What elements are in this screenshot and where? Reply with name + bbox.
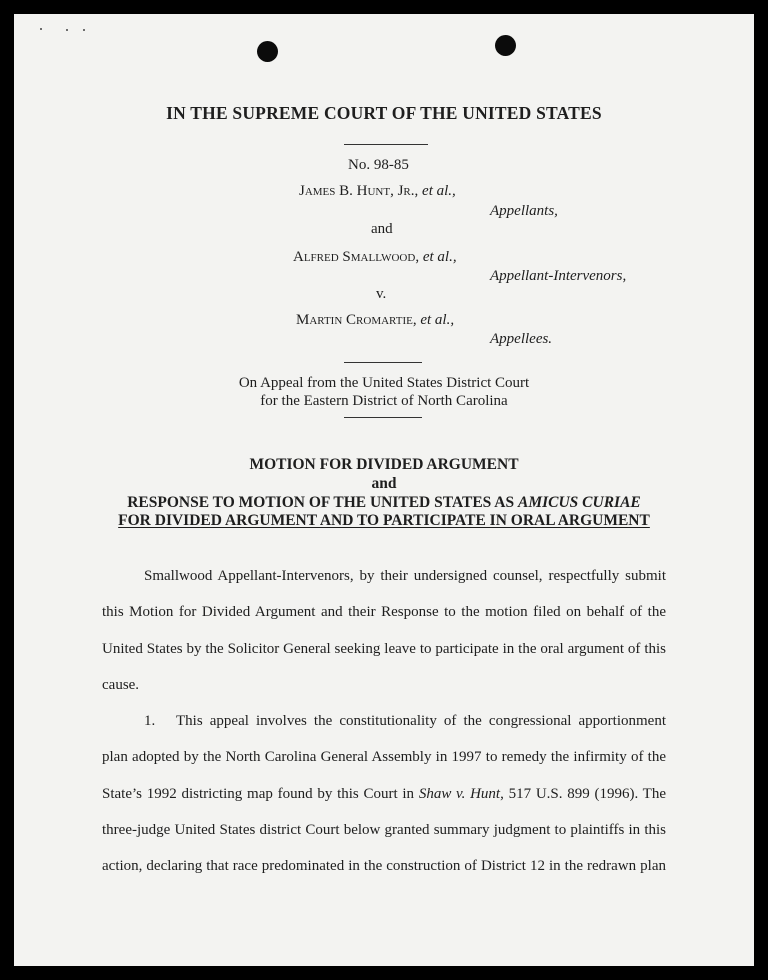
party-appellants [299, 183, 456, 200]
motion-heading-and: and [371, 475, 397, 492]
party-appellees [296, 312, 454, 329]
text-line: three-judge United States district Court below granted summary judgment to plaintiffs in this [102, 821, 666, 838]
motion-heading-4 [14, 512, 754, 530]
paragraph-intro [102, 558, 666, 703]
text-line: plan adopted by the North Carolina General Assembly in 1997 to remedy the infirmity of the [102, 749, 666, 766]
versus: v. [376, 286, 387, 302]
text-span: State’s 1992 districting map found by this Court in [102, 785, 419, 802]
punch-hole-left [257, 41, 278, 62]
party1-name: James B. Hunt, Jr., [299, 183, 419, 199]
appeal-line-2: for the Eastern District of North Carolina [260, 393, 508, 409]
text-line [102, 776, 666, 812]
party3-role: Appellees. [490, 331, 553, 347]
heading4-text: FOR DIVIDED ARGUMENT AND TO PARTICIPATE IN ORAL ARGUMENT [118, 512, 650, 529]
text-line [102, 703, 666, 739]
appeal-line-1: On Appeal from the United States District Court [238, 375, 530, 391]
title-rule [344, 144, 428, 145]
caption-rule [344, 362, 422, 363]
party2-role: Appellant-Intervenors, [490, 268, 627, 284]
heading3-text: RESPONSE TO MOTION OF THE UNITED STATES AS [127, 494, 518, 511]
text-line: Smallwood Appellant-Intervenors, by their undersigned counsel, respectfully submit [144, 568, 666, 584]
paragraph-number: 1. [144, 713, 156, 729]
court-title: IN THE SUPREME COURT OF THE UNITED STATES [166, 103, 602, 123]
party2-name: Alfred Smallwood, [293, 249, 420, 265]
text-span: This appeal involves the constitutionality of the congressional apportionment [176, 713, 666, 729]
paragraph-1 [102, 703, 666, 884]
punch-hole-right [495, 35, 516, 56]
text-span: , 517 U.S. 899 (1996). The [500, 785, 666, 802]
motion-heading-1: MOTION FOR DIVIDED ARGUMENT [249, 456, 519, 473]
case-citation: Shaw v. Hunt [418, 785, 501, 802]
text-line: this Motion for Divided Argument and their Response to the motion filed on behalf of the [102, 604, 666, 621]
party1-role: Appellants, [490, 203, 558, 219]
text-line: United States by the Solicitor General seeking leave to participate in the oral argument of this [102, 640, 666, 657]
and-connector: and [371, 221, 393, 237]
party3-name: Martin Cromartie, [296, 312, 417, 328]
text-line: action, declaring that race predominated in the construction of District 12 in the redrawn plan [102, 858, 666, 875]
party3-etal: et al., [420, 312, 455, 328]
speck [83, 29, 85, 31]
speck [66, 29, 68, 31]
party2-etal: et al., [422, 249, 457, 265]
party-appellant-intervenors [293, 249, 457, 266]
case-number: No. 98-85 [348, 157, 409, 173]
motion-heading-3 [14, 494, 754, 512]
document-page [14, 14, 754, 966]
appeal-rule [344, 417, 422, 418]
party1-etal: et al., [422, 183, 456, 199]
amicus-curiae: AMICUS CURIAE [518, 494, 641, 511]
speck [40, 28, 42, 30]
text-line: cause. [102, 676, 140, 693]
